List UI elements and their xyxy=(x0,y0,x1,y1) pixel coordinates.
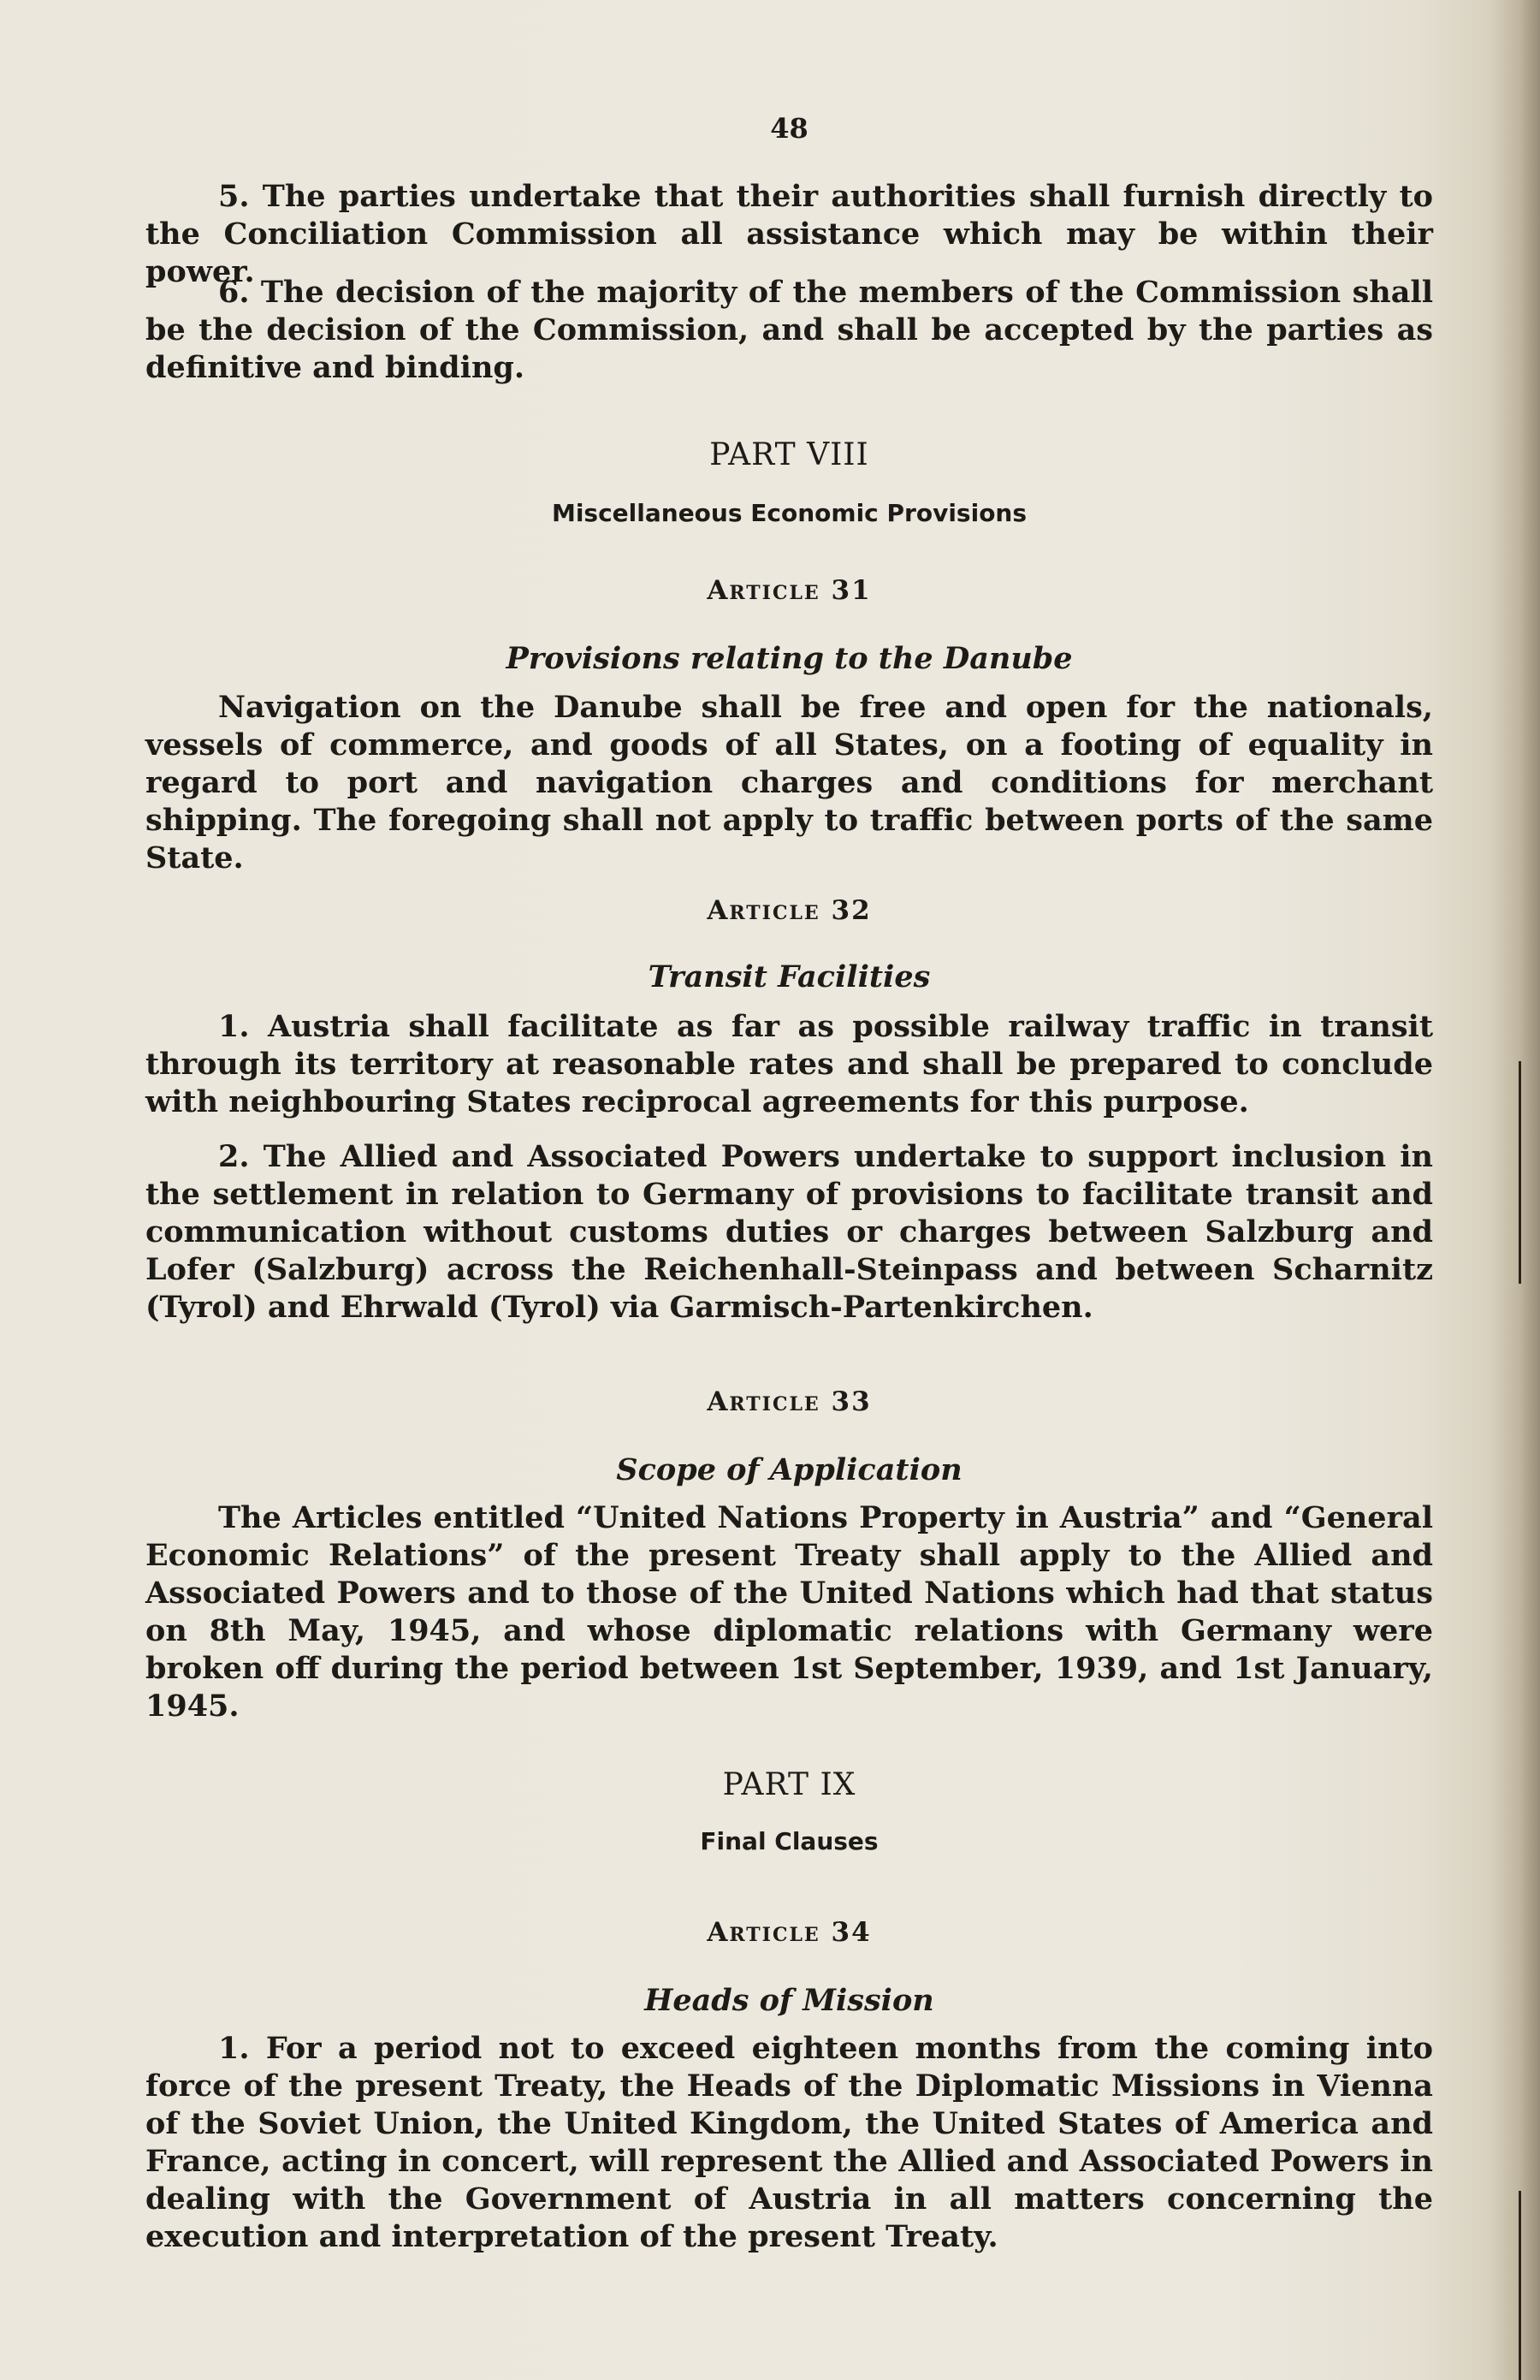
part-9-subtitle: Final Clauses xyxy=(700,1827,879,1855)
spine-edge-line xyxy=(1519,2191,1521,2380)
article-34-paragraph-1 xyxy=(145,2030,1433,2256)
paragraph-text: 5. The parties undertake that their authorities shall furnish directly to the Conciliation Commission all assistance which may be within their power. xyxy=(145,179,1433,289)
article-33-heading: Scope of Application xyxy=(616,1452,962,1487)
paragraph-text: 1. For a period not to exceed eighteen months from the coming into force of the present Treaty, the Heads of the Diplomatic Missions in Vienna of the Soviet Union, the United Kingdom, the United States of America and France, acting in concert, will represent the Allied and Associated Powers in dealing with the Government of Austria in all matters concerning the execution and interpretation of the present Treaty. xyxy=(145,2031,1433,2254)
part-8-title: PART VIII xyxy=(709,437,869,472)
paragraph-text: 6. The decision of the majority of the members of the Commission shall be the decision of the Commission, and shall be accepted by the parties as definitive and binding. xyxy=(145,275,1433,385)
article-34-title: Article 34 xyxy=(707,1917,872,1948)
article-31-title: Article 31 xyxy=(707,575,872,606)
page-number: 48 xyxy=(770,112,808,145)
article-33-text xyxy=(145,1499,1433,1725)
article-31-heading: Provisions relating to the Danube xyxy=(506,641,1073,676)
paragraph-text: The Articles entitled “United Nations Property in Austria” and “General Economic Relations” of the present Treaty shall apply to the Allied and Associated Powers and to those of the United Nations which had that status on 8th May, 1945, and whose diplomatic relations with Germany were broken off during the period between 1st September, 1939, and 1st January, 1945. xyxy=(145,1500,1433,1724)
paragraph-text: Navigation on the Danube shall be free and open for the nationals, vessels of commerce, and goods of all States, on a footing of equality in regard to port and navigation charges and conditions for merchant shipping. The foregoing shall not apply to traffic between ports of the same State. xyxy=(145,690,1433,875)
paragraph-text: 2. The Allied and Associated Powers undertake to support inclusion in the settlement in relation to Germany of provisions to facilitate transit and communication without customs duties or charges between Salzburg and Lofer (Salzburg) across the Reichenhall-Steinpass and between Scharnitz (Tyrol) and Ehrwald (Tyrol) via Garmisch-Partenkirchen. xyxy=(145,1139,1433,1325)
article-32-paragraph-1 xyxy=(145,1008,1433,1121)
part-9-title: PART IX xyxy=(722,1767,856,1802)
part-8-subtitle: Miscellaneous Economic Provisions xyxy=(551,499,1028,527)
article-32-heading: Transit Facilities xyxy=(648,959,931,994)
article-32-title: Article 32 xyxy=(707,895,872,926)
paragraph-6 xyxy=(145,274,1433,387)
book-spine-shadow xyxy=(1489,0,1540,2380)
paragraph-text: 1. Austria shall facilitate as far as possible railway traffic in transit through its territory at reasonable rates and shall be prepared to conclude with neighbouring States reciprocal agreements for this purpose. xyxy=(145,1009,1433,1119)
article-31-text xyxy=(145,689,1433,877)
article-33-title: Article 33 xyxy=(707,1386,872,1417)
article-34-heading: Heads of Mission xyxy=(644,1983,934,2018)
article-32-paragraph-2 xyxy=(145,1138,1433,1327)
spine-edge-line xyxy=(1519,1061,1521,1284)
